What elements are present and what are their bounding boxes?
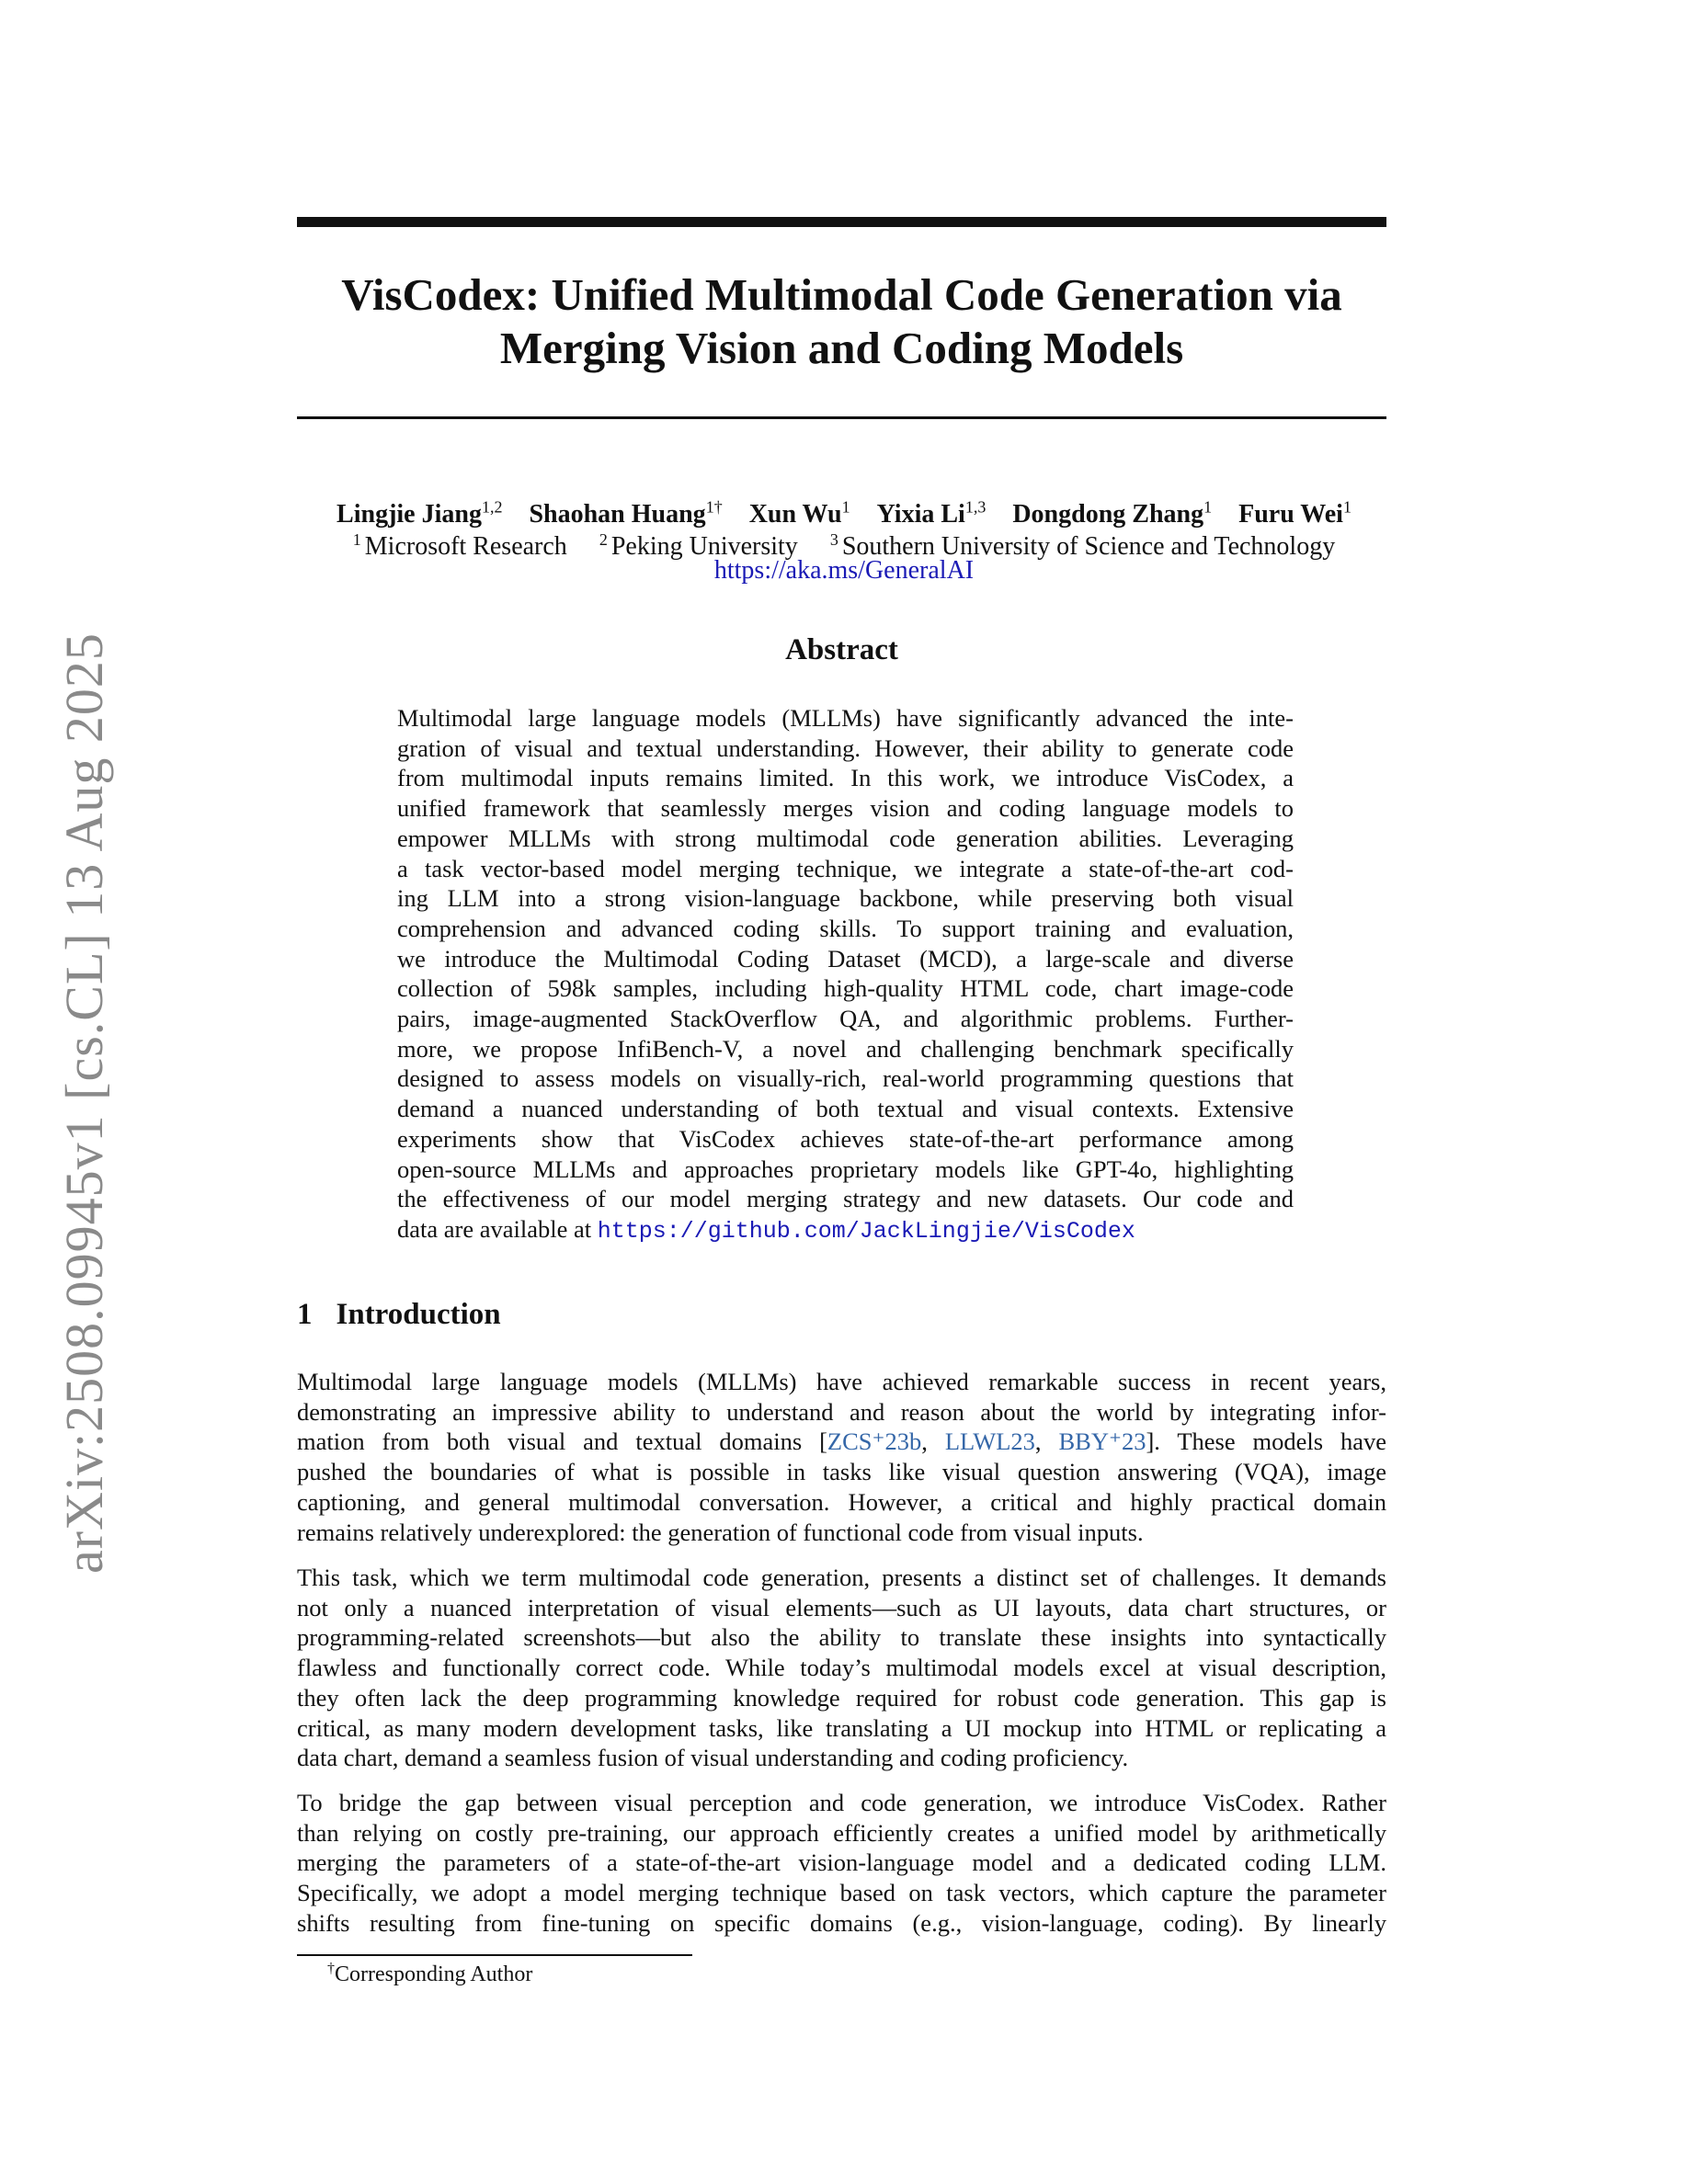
abstract-line: pairs, image-augmented StackOverflow QA, and algorithmic problems. Further-: [397, 1005, 1294, 1033]
body-line: shifts resulting from fine-tuning on specific domains (e.g., vision-language, coding). By linearly: [297, 1908, 1386, 1937]
abstract-line: data are available at https://github.com/JackLingjie/VisCodex: [397, 1214, 1135, 1245]
body-line: mation from both visual and textual domains [ZCS⁺23b, LLWL23, BBY⁺23]. These models have: [297, 1428, 1387, 1456]
project-link[interactable]: https://aka.ms/GeneralAI: [713, 556, 975, 585]
author: Xun Wu$^1$: [748, 498, 850, 529]
abstract-line: collection of 598k samples, including high-quality HTML code, chart image-code: [397, 974, 1294, 1003]
paper-title: [297, 268, 1386, 375]
affiliation: $^1$ Microsoft Research: [352, 530, 567, 562]
abstract-body: [397, 703, 1294, 1247]
abstract-line: experiments show that VisCodex achieves state-of-the-art performance among: [397, 1124, 1294, 1153]
author: Lingjie Jiang$^{1,2}$: [336, 498, 503, 529]
abstract-line: Multimodal large language models (MLLMs) have significantly advanced the inte-: [397, 704, 1294, 732]
abstract-line: we introduce the Multimodal Coding Dataset (MCD), a large-scale and diverse: [397, 944, 1294, 973]
author: Shaohan Huang$^{1\dagger}$: [529, 498, 723, 529]
body-line: programming-related screenshots—but also the ability to translate these insights into syntactically: [297, 1623, 1386, 1652]
body-line: To bridge the gap between visual perception and code generation, we introduce VisCodex. Rather: [297, 1789, 1386, 1816]
section-heading: 1 Introduction: [297, 1298, 501, 1331]
body-line: This task, which we term multimodal code generation, presents a distinct set of challenges. It demands: [297, 1564, 1386, 1591]
body-line: captioning, and general multimodal conversation. However, a critical and highly practical domain: [297, 1487, 1386, 1516]
footnote: †Corresponding Author: [327, 1961, 533, 1986]
footnote-rule: [297, 1954, 692, 1956]
citation-link[interactable]: LLWL23: [944, 1428, 1035, 1456]
body-line: they often lack the deep programming knowledge required for robust code generation. This gap is: [297, 1683, 1386, 1712]
abstract-line: unified framework that seamlessly merges vision and coding language models to: [397, 794, 1294, 823]
abstract-line: from multimodal inputs remains limited. In this work, we introduce VisCodex, a: [397, 764, 1294, 792]
arxiv-identifier: arXiv:2508.09945v1 [cs.CL] 13 Aug 2025: [54, 632, 114, 1574]
body-line: pushed the boundaries of what is possible in tasks like visual question answering (VQA), image: [297, 1458, 1386, 1486]
abstract-line: demand a nuanced understanding of both textual and visual contexts. Extensive: [397, 1095, 1294, 1123]
abstract-line: open-source MLLMs and approaches proprietary models like GPT-4o, highlighting: [397, 1155, 1294, 1183]
author: Dongdong Zhang$^1$: [1012, 498, 1213, 529]
body-line: Specifically, we adopt a model merging technique based on task vectors, which capture the parameter: [297, 1879, 1386, 1907]
abstract-line: more, we propose InfiBench-V, a novel and challenging benchmark specifically: [397, 1034, 1294, 1063]
abstract-line: ing LLM into a strong vision-language backbone, while preserving both visual: [397, 884, 1294, 913]
abstract-line: a task vector-based model merging technique, we integrate a state-of-the-art cod-: [397, 854, 1294, 882]
body-line: demonstrating an impressive ability to understand and reason about the world by integrating infor-: [297, 1397, 1386, 1426]
affiliation: $^2$ Peking University: [599, 530, 798, 562]
intro-paragraph-1: [297, 1367, 1386, 1547]
abstract-line: gration of visual and textual understanding. However, their ability to generate code: [397, 734, 1294, 762]
intro-paragraph-2: [297, 1563, 1386, 1773]
abstract-line: the effectiveness of our model merging strategy and new datasets. Our code and: [397, 1185, 1294, 1213]
body-line: remains relatively underexplored: the generation of functional code from visual inputs.: [297, 1518, 1144, 1546]
abstract-line: empower MLLMs with strong multimodal code generation abilities. Leveraging: [397, 824, 1294, 852]
title-rule-top: [297, 217, 1386, 227]
abstract-line: comprehension and advanced coding skills. To support training and evaluation,: [397, 914, 1294, 942]
citation-link[interactable]: ZCS⁺23b: [827, 1428, 922, 1456]
body-line: not only a nuanced interpretation of visual elements—such as UI layouts, data chart structures, or: [297, 1593, 1386, 1621]
title-rule-bottom: [297, 416, 1386, 419]
body-line: than relying on costly pre-training, our approach efficiently creates a unified model by arithmetically: [297, 1818, 1386, 1847]
title-line: VisCodex: Unified Multimodal Code Generation via: [341, 269, 1342, 320]
author: Yixia Li$^{1,3}$: [876, 498, 987, 529]
body-line: critical, as many modern development tasks, like translating a UI mockup into HTML or replicating a: [297, 1713, 1386, 1742]
affiliation: $^3$ Southern University of Science and Technology: [829, 530, 1336, 562]
title-line: Merging Vision and Coding Models: [499, 323, 1184, 373]
intro-paragraph-3: [297, 1788, 1386, 1939]
citation-link[interactable]: BBY⁺23: [1058, 1428, 1146, 1456]
author: Furu Wei$^1$: [1238, 498, 1352, 529]
abstract-line: designed to assess models on visually-rich, real-world programming questions that: [397, 1064, 1294, 1093]
body-line: flawless and functionally correct code. While today’s multimodal models excel at visual description,: [297, 1654, 1386, 1682]
repo-link[interactable]: https://github.com/JackLingjie/VisCodex: [597, 1217, 1135, 1245]
body-line: Multimodal large language models (MLLMs) have achieved remarkable success in recent years,: [297, 1368, 1386, 1395]
abstract-heading: Abstract: [785, 633, 898, 666]
body-line: data chart, demand a seamless fusion of visual understanding and coding proficiency.: [297, 1744, 1129, 1772]
body-line: merging the parameters of a state-of-the-art vision-language model and a dedicated coding LLM.: [297, 1848, 1386, 1877]
